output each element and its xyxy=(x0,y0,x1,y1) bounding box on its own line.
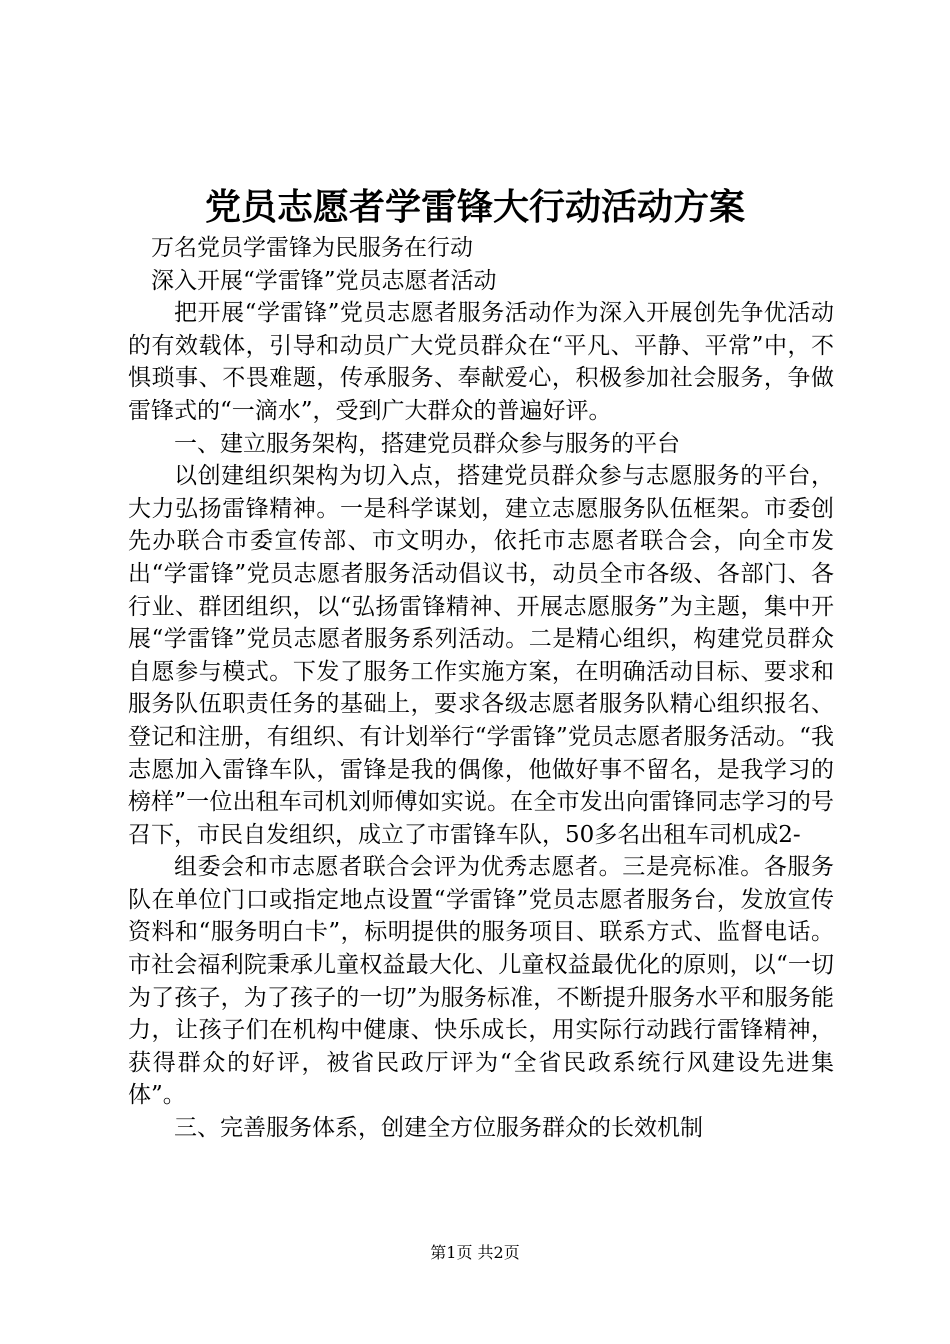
page-number-footer: 第1页 共2页 xyxy=(430,1243,520,1262)
document-body xyxy=(128,232,834,1145)
paragraph-section-1: 以创建组织架构为切入点，搭建党员群众参与志愿服务的平台，大力弘扬雷锋精神。一是科学谋划，建立志愿服务队伍框架。市委创先办联合市委宣传部、市文明办，依托市志愿者联合会，向全市发出“学雷锋”党员志愿者服务活动倡议书，动员全市各级、各部门、各行业、群团组织，以“弘扬雷锋精神、开展志愿服务”为主题，集中开展“学雷锋”党员志愿者服务系列活动。二是精心组织，构建党员群众自愿参与模式。下发了服务工作实施方案，在明确活动目标、要求和服务队伍职责任务的基础上，要求各级志愿者服务队精心组织报名、登记和注册，有组织、有计划举行“学雷锋”党员志愿者服务活动。“我志愿加入雷锋车队，雷锋是我的偶像，他做好事不留名，是我学习的榜样”一位出租车司机刘师傅如实说。在全市发出向雷锋同志学习的号召下，市民自发组织，成立了市雷锋车队，50多名出租车司机成2- xyxy=(128,463,834,848)
paragraph-intro: 把开展“学雷锋”党员志愿者服务活动作为深入开展创先争优活动的有效载体，引导和动员广大党员群众在“平凡、平静、平常”中，不惧琐事、不畏难题，传承服务、奉献爱心，积极参加社会服务，争做雷锋式的“一滴水”，受到广大群众的普遍好评。 xyxy=(128,300,834,424)
paragraph-section-1-cont: 组委会和市志愿者联合会评为优秀志愿者。三是亮标准。各服务队在单位门口或指定地点设置“学雷锋”党员志愿者服务台，发放宣传资料和“服务明白卡”，标明提供的服务项目、联系方式、监督电话。市社会福利院秉承儿童权益最大化、儿童权益最优化的原则，以“一切为了孩子，为了孩子的一切”为服务标准，不断提升服务水平和服务能力，让孩子们在机构中健康、快乐成长，用实际行动践行雷锋精神，获得群众的好评，被省民政厅评为“全省民政系统行风建设先进集体”。 xyxy=(128,854,834,1109)
document-title: 党员志愿者学雷锋大行动活动方案 xyxy=(204,187,745,228)
section-heading-1: 一、建立服务架构，搭建党员群众参与服务的平台 xyxy=(174,430,680,457)
paragraph-subtitle-2: 深入开展“学雷锋”党员志愿者活动 xyxy=(151,267,497,294)
paragraph-subtitle-1: 万名党员学雷锋为民服务在行动 xyxy=(151,235,473,261)
section-heading-3: 三、完善服务体系，创建全方位服务群众的长效机制 xyxy=(174,1115,703,1142)
